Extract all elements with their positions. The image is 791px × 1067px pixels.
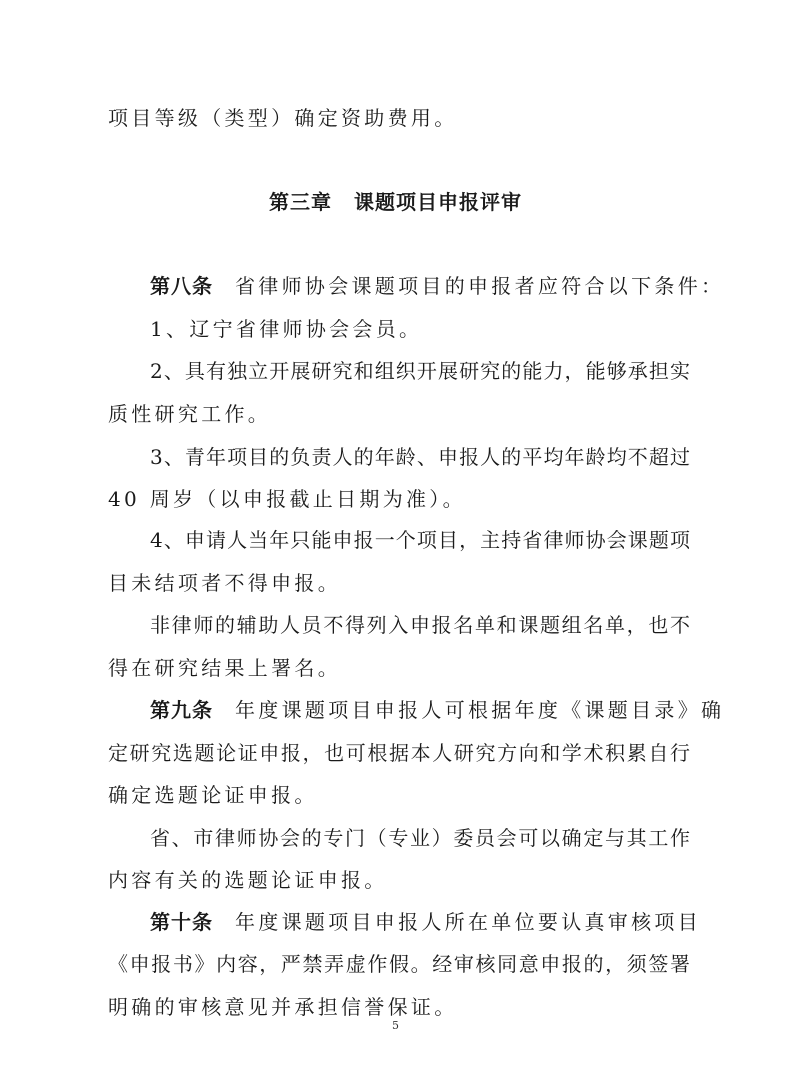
paragraph-line: 明确的审核意见并承担信誉保证。 [108, 995, 458, 1019]
article-10-line [150, 910, 701, 934]
paragraph-line: 质性研究工作。 [108, 402, 272, 426]
paragraph-line: 确定选题论证申报。 [108, 783, 318, 807]
paragraph-line: 非律师的辅助人员不得列入申报名单和课题组名单，也不 [150, 613, 690, 637]
paragraph-line: 《申报书》内容，严禁弄虚作假。经审核同意申报的，须签署 [108, 952, 690, 976]
article-text: 年度课题项目申报人所在单位要认真审核项目 [235, 910, 701, 934]
paragraph-line: 内容有关的选题论证申报。 [108, 868, 388, 892]
page-number: 5 [392, 1019, 399, 1032]
article-label: 第八条 [150, 274, 213, 298]
paragraph-line: 得在研究结果上署名。 [108, 656, 341, 680]
paragraph-line: 2、具有独立开展研究和组织开展研究的能力，能够承担实 [150, 359, 690, 383]
article-8-line [150, 274, 724, 298]
article-text: 省律师协会课题项目的申报者应符合以下条件： [235, 274, 725, 298]
paragraph-line: 40 周岁（以申报截止日期为准）。 [108, 487, 466, 511]
paragraph-line: 项目等级（类型）确定资助费用。 [108, 106, 458, 130]
article-text: 年度课题项目申报人可根据年度《课题目录》确 [235, 698, 725, 722]
paragraph-line: 省、市律师协会的专门（专业）委员会可以确定与其工作 [150, 826, 690, 850]
paragraph-line: 目未结项者不得申报。 [108, 571, 341, 595]
article-9-line [150, 698, 724, 722]
paragraph-line: 4、申请人当年只能申报一个项目，主持省律师协会课题项 [150, 528, 690, 552]
chapter-heading [0, 189, 791, 215]
paragraph-line: 1、辽宁省律师协会会员。 [150, 317, 423, 341]
article-label: 第十条 [150, 910, 213, 934]
chapter-title: 课题项目申报评审 [354, 190, 522, 214]
paragraph-line: 3、青年项目的负责人的年龄、申报人的平均年龄均不超过 [150, 445, 690, 469]
chapter-number: 第三章 [269, 190, 332, 214]
paragraph-line: 定研究选题论证申报，也可根据本人研究方向和学术积累自行 [108, 741, 690, 765]
article-label: 第九条 [150, 698, 213, 722]
